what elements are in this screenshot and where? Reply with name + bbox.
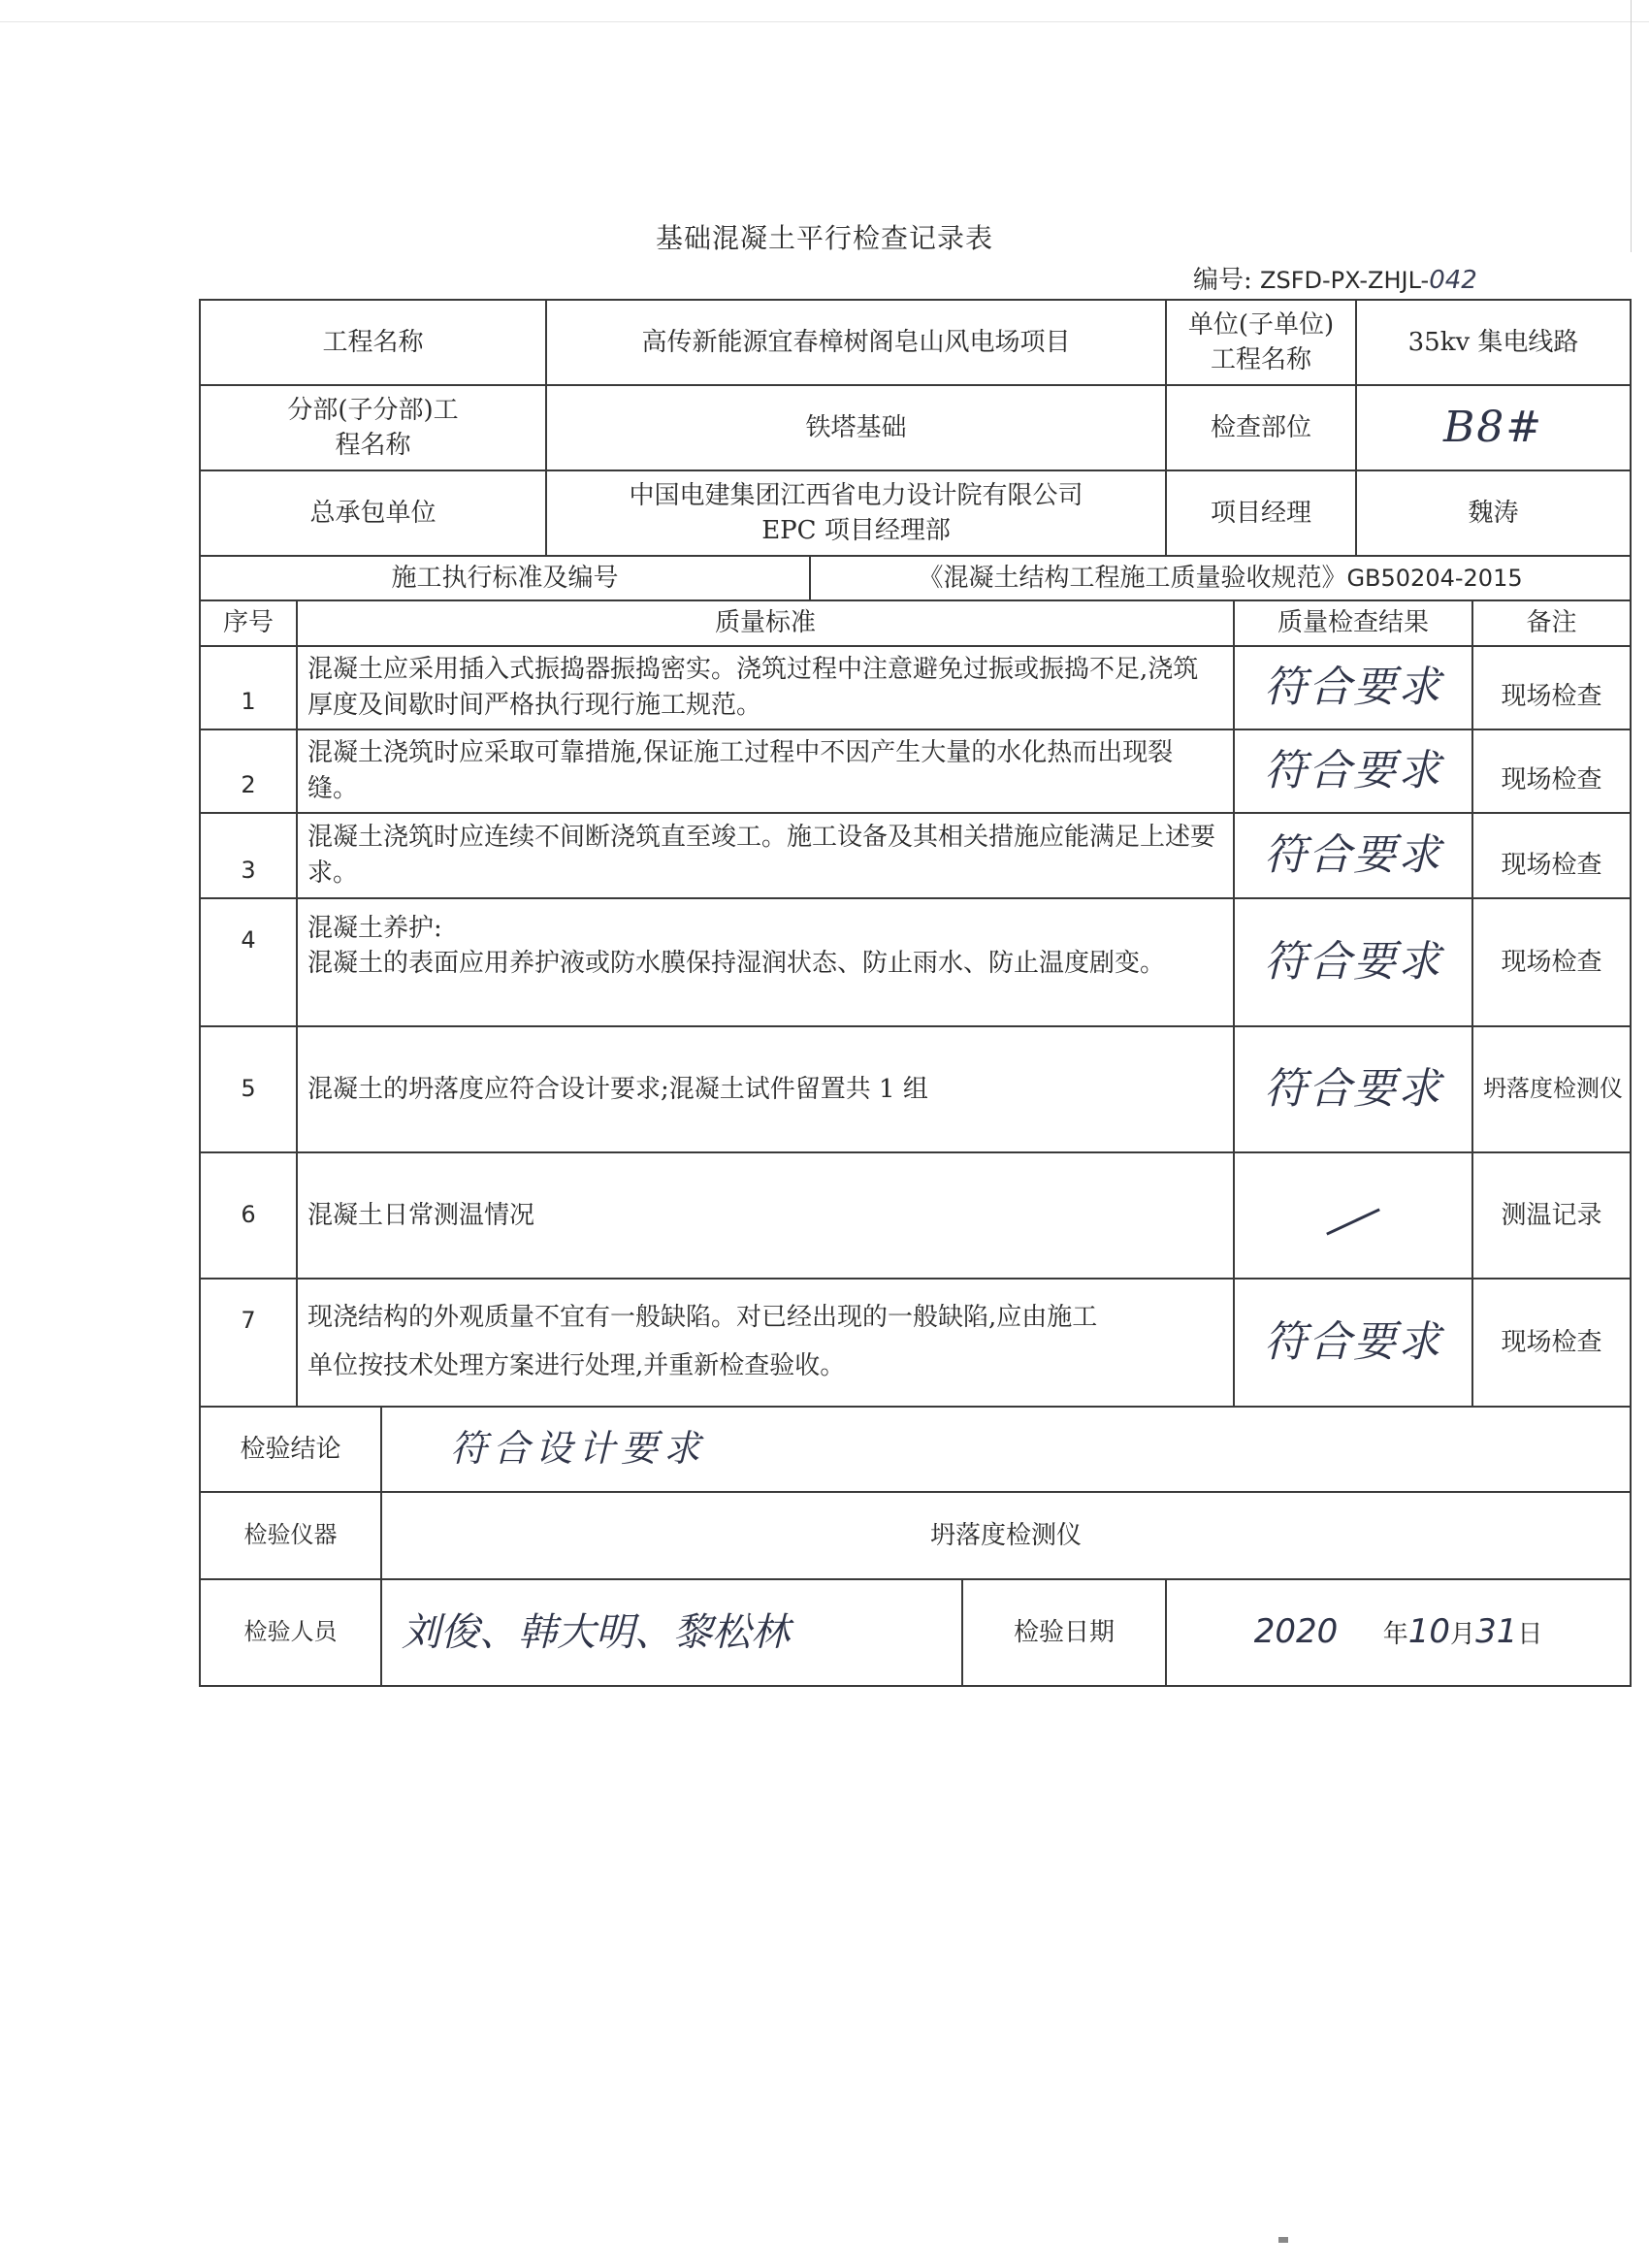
scan-edge-right: [1631, 0, 1632, 252]
row-result-dash: [1234, 1152, 1472, 1279]
row-standard-line2: 混凝土的表面应用养护液或防水膜保持湿润状态、防止雨水、防止温度剧变。: [307, 949, 1166, 979]
row-remark: 现场检查: [1472, 646, 1631, 729]
date-day: 31: [1475, 1611, 1518, 1651]
date-year-unit: 年: [1382, 1619, 1408, 1649]
date-year: 2020: [1253, 1611, 1339, 1651]
row-remark: 测温记录: [1472, 1152, 1631, 1279]
row-standard: 混凝土浇筑时应采取可靠措施,保证施工过程中不因产生大量的水化热而出现裂缝。: [297, 729, 1234, 813]
row-standard: [297, 898, 1234, 1026]
row-seq: 4: [200, 898, 297, 1026]
row-seq: 5: [200, 1026, 297, 1152]
row-remark: 现场检查: [1472, 898, 1631, 1026]
row-result-signature: 符合要求: [1234, 898, 1472, 1026]
pm-value: 魏涛: [1356, 470, 1631, 556]
header-row-subdivision: [200, 385, 1631, 470]
header-row-project: [200, 300, 1631, 385]
column-header-result: 质量检查结果: [1234, 600, 1472, 645]
inspect-part-value: B8#: [1356, 385, 1631, 470]
subdivision-label-line1: 分部(子分部)工: [287, 395, 459, 425]
row-result-signature: 符合要求: [1234, 1279, 1472, 1407]
conclusion-row: [200, 1407, 1631, 1492]
date-month-unit: 月: [1450, 1619, 1476, 1649]
project-name-label: 工程名称: [200, 300, 546, 385]
column-header-remark: 备注: [1472, 600, 1631, 645]
column-header-quality-standard: 质量标准: [297, 600, 1234, 645]
subdivision-value: 铁塔基础: [546, 385, 1166, 470]
inspect-part-label: 检查部位: [1166, 385, 1356, 470]
column-header-row: [200, 600, 1631, 645]
table-row: [200, 1026, 1631, 1152]
contractor-value: [546, 470, 1166, 556]
row-remark: 现场检查: [1472, 729, 1631, 813]
table-row: [200, 813, 1631, 898]
table-row: [200, 1279, 1631, 1407]
header-row-standard: [200, 556, 1631, 600]
unit-value: 35kv 集电线路: [1356, 300, 1631, 385]
table-row: [200, 1152, 1631, 1279]
contractor-value-line1: 中国电建集团江西省电力设计院有限公司: [629, 480, 1083, 510]
row-result-signature: 符合要求: [1234, 646, 1472, 729]
row-standard: 混凝土应采用插入式振捣器振捣密实。浇筑过程中注意避免过振或振捣不足,浇筑厚度及间歇时间严格执行现行施工规范。: [297, 646, 1234, 729]
row-standard: 混凝土浇筑时应连续不间断浇筑直至竣工。施工设备及其相关措施应能满足上述要求。: [297, 813, 1234, 898]
row-seq: 2: [200, 729, 297, 813]
inspector-signatures: 刘俊、韩大明、黎松林: [381, 1579, 962, 1686]
standard-label: 施工执行标准及编号: [200, 556, 810, 600]
document-title: 基础混凝土平行检查记录表: [655, 222, 993, 254]
instrument-value: 坍落度检测仪: [381, 1492, 1631, 1579]
contractor-value-line2: EPC 项目经理部: [761, 516, 951, 545]
row-seq: 1: [200, 646, 297, 729]
table-row: [200, 646, 1631, 729]
row-remark: 现场检查: [1472, 813, 1631, 898]
document-number-handwritten: 042: [1429, 266, 1477, 295]
date-value: [1166, 1579, 1631, 1686]
unit-label-line2: 工程名称: [1211, 345, 1312, 374]
row-standard: 混凝土的坍落度应符合设计要求;混凝土试件留置共 1 组: [297, 1026, 1234, 1152]
row-result-signature: 符合要求: [1234, 813, 1472, 898]
instrument-label: 检验仪器: [200, 1492, 381, 1579]
standard-value: [810, 556, 1631, 600]
document-number-label: 编号:: [1193, 266, 1252, 295]
row-seq: 3: [200, 813, 297, 898]
row-remark: 坍落度检测仪: [1472, 1026, 1631, 1152]
unit-label-line1: 单位(子单位): [1187, 309, 1335, 340]
contractor-label: 总承包单位: [200, 470, 546, 556]
column-header-seq: 序号: [200, 600, 297, 645]
row-standard-line1: 混凝土养护:: [307, 913, 442, 943]
scan-speck: [1278, 2237, 1288, 2243]
scan-edge-top: [0, 21, 1649, 22]
row-seq: 7: [200, 1279, 297, 1407]
project-name-value: 高传新能源宜春樟树阁皂山风电场项目: [546, 300, 1166, 385]
handwritten-dash-mark: [1326, 1208, 1380, 1235]
document-number-prefix: ZSFD-PX-ZHJL-: [1260, 267, 1430, 294]
subdivision-label: [200, 385, 546, 470]
table-row: [200, 898, 1631, 1026]
date-label: 检验日期: [962, 1579, 1166, 1686]
header-row-contractor: [200, 470, 1631, 556]
date-month: 10: [1407, 1611, 1451, 1651]
conclusion-value: 符合设计要求: [381, 1407, 1631, 1492]
row-standard: 混凝土日常测温情况: [297, 1152, 1234, 1279]
standard-value-code: GB50204-2015: [1346, 565, 1523, 592]
inspection-form-table: [199, 299, 1632, 1687]
standard-value-text: 《混凝土结构工程施工质量验收规范》: [918, 564, 1347, 593]
row-standard-line1: 现浇结构的外观质量不宜有一般缺陷。对已经出现的一般缺陷,应由施工: [307, 1303, 1098, 1333]
row-standard: [297, 1279, 1234, 1407]
inspector-label: 检验人员: [200, 1579, 381, 1686]
inspector-row: [200, 1579, 1631, 1686]
row-result-signature: 符合要求: [1234, 1026, 1472, 1152]
subdivision-label-line2: 程名称: [335, 431, 411, 460]
row-seq: 6: [200, 1152, 297, 1279]
document-number: [1193, 260, 1477, 296]
row-standard-line2: 单位按技术处理方案进行处理,并重新检查验收。: [307, 1350, 846, 1380]
unit-label: [1166, 300, 1356, 385]
row-remark: 现场检查: [1472, 1279, 1631, 1407]
table-row: [200, 729, 1631, 813]
instrument-row: [200, 1492, 1631, 1579]
conclusion-label: 检验结论: [200, 1407, 381, 1492]
row-result-signature: 符合要求: [1234, 729, 1472, 813]
date-day-unit: 日: [1517, 1619, 1543, 1649]
pm-label: 项目经理: [1166, 470, 1356, 556]
